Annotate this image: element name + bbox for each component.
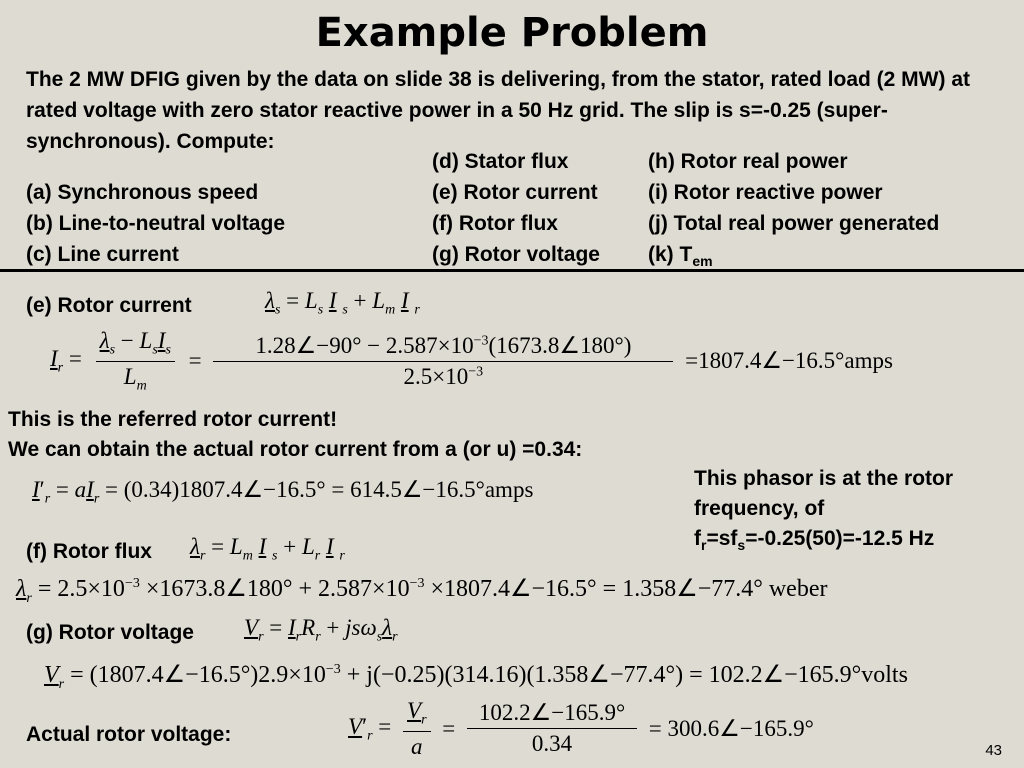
section-divider <box>0 269 1024 272</box>
rotor-voltage-definition: $V_r = I_rR_r + js\omega_s\lambda_r$ <box>244 615 398 645</box>
rotor-flux-definition: $\lambda_r = L_m$ I $_s + L_r$ I $_r$ <box>190 534 345 564</box>
item-h: (h) Rotor real power <box>648 150 848 173</box>
item-a: (a) Synchronous speed <box>26 181 259 204</box>
actual-rotor-current-equation: $I'_r = aI_r$ = (0.34)1807.4∠−16.5° = 614.5∠−16.5°amps <box>32 477 534 507</box>
actual-rotor-current-note: We can obtain the actual rotor current from a (or u) =0.34: <box>8 438 583 461</box>
item-f: (f) Rotor flux <box>432 212 558 235</box>
rotor-current-label: (e) Rotor current <box>26 294 192 317</box>
actual-rotor-voltage-label: Actual rotor voltage: <box>26 723 232 746</box>
item-k: (k) $T_{em}$ <box>648 243 713 270</box>
item-j: (j) Total real power generated <box>648 212 940 235</box>
rotor-voltage-label: (g) Rotor voltage <box>26 621 194 644</box>
actual-rotor-voltage-equation: $V'_r$ = $\frac{V_r}{a}$ = $\frac{102.2\angle-165.9^\circ}{0.34}$ = 300.6∠−165.9° <box>348 698 814 759</box>
item-c: (c) Line current <box>26 243 179 266</box>
stator-flux-equation: $\lambda_s = L_s$ I $_s + L_m$ I $_r$ <box>265 288 420 318</box>
item-g: (g) Rotor voltage <box>432 243 600 266</box>
item-d: (d) Stator flux <box>432 150 569 173</box>
problem-statement: The 2 MW DFIG given by the data on slide 38 is delivering, from the stator, rated load (2 MW) at rated voltage with zero stator reactive power in a 50 Hz grid. The slip is s=-0.25 (super-synchronous). Compute: <box>26 68 970 153</box>
rotor-frequency-note: This phasor is at the rotor frequency, of $f_r=sf_s=-0.25(50)=-12.5$ Hz <box>694 467 954 554</box>
item-i: (i) Rotor reactive power <box>648 181 883 204</box>
rotor-flux-equation: $\lambda_r = 2.5\times 10^{-3}$ ×1673.8∠180° + $2.587\times 10^{-3}$ ×1807.4∠−16.5° = 1.358∠−77.4° weber <box>16 576 828 606</box>
referred-rotor-current-note: This is the referred rotor current! <box>8 408 338 431</box>
page-title: Example Problem <box>315 10 709 56</box>
item-b: (b) Line-to-neutral voltage <box>26 212 285 235</box>
rotor-flux-label: (f) Rotor flux <box>26 540 152 563</box>
rotor-current-equation: $I_r$ = $\frac{\lambda_s - L_sI_s}{L_m}$ = $\frac{1.28\angle-90^\circ - 2.587\times 10^{-3}(1673.8\angle 180^\circ)}{2.5\times 10^{-3}}$ =1807.4∠−16.5°amps <box>50 328 893 394</box>
item-e: (e) Rotor current <box>432 181 598 204</box>
rotor-voltage-equation: $V_r$ = $(1807.4\angle-16.5^\circ)2.9\times 10^{-3}$ + j(−0.25)(314.16)(1.358∠−77.4°) = 102.2∠−165.9°volts <box>44 662 908 692</box>
page-number: 43 <box>985 742 1002 759</box>
